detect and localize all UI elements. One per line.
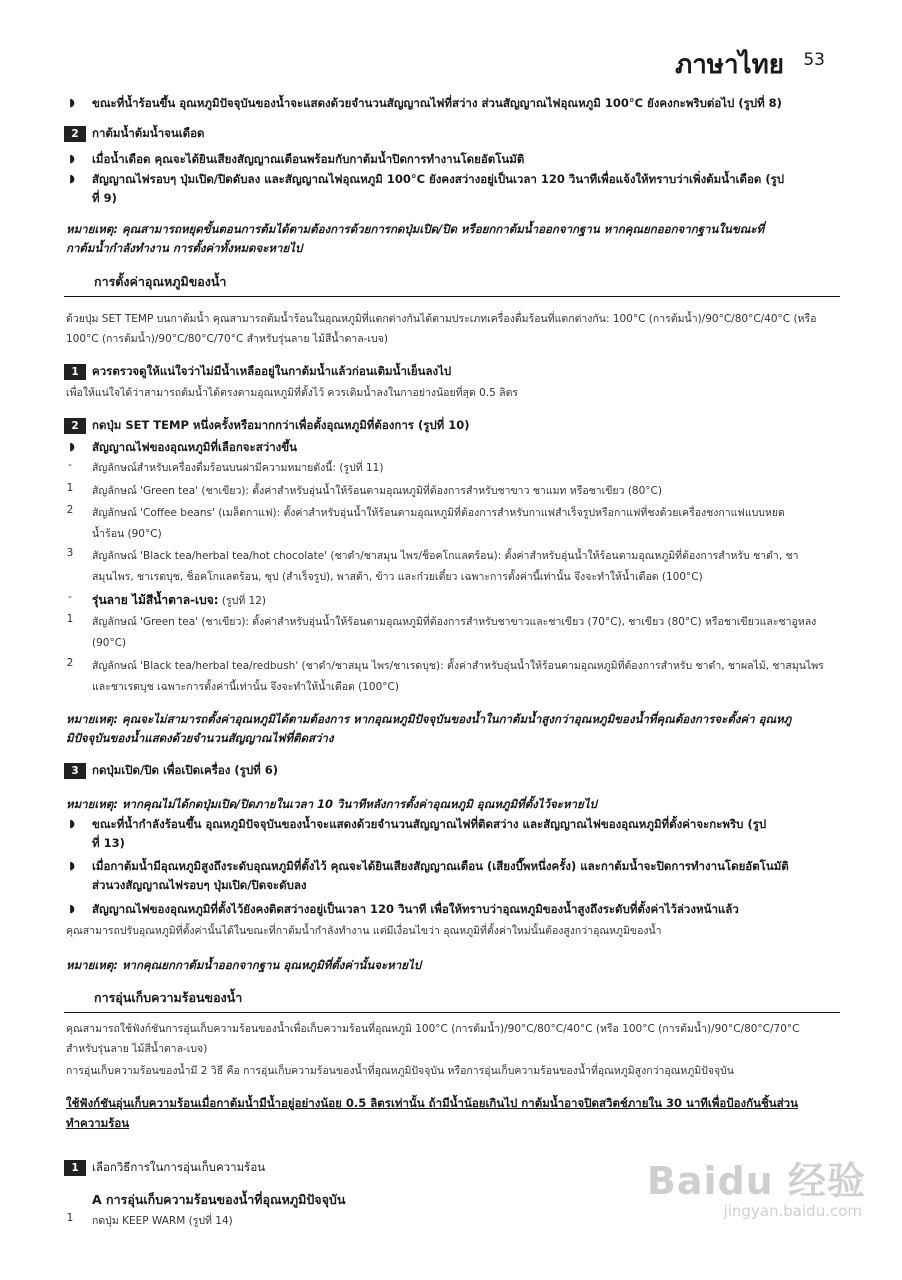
list-number: 2	[66, 504, 74, 516]
list-item	[92, 591, 842, 611]
bullet-icon: ◗	[69, 172, 75, 185]
paragraph: คุณสามารถใช้ฟังก์ชันการอุ่นเก็บความร้อนของน้ำเพื่อเก็บความร้อนที่อุณหภูมิ 100°C (การต้มน้ำ)/90°C/80°C/40°C (หรือ 100°C (การต้มน้ำ)/90°C/80°C/70°C	[66, 1023, 800, 1035]
paragraph: การอุ่นเก็บความร้อนของน้ำมี 2 วิธี คือ การอุ่นเก็บความร้อนของน้ำที่อุณหภูมิปัจจุบัน หรือการอุ่นเก็บความร้อนของน้ำที่อุณหภูมิสูงกว่าอุณหภูมิปัจจุบัน	[66, 1065, 734, 1077]
list-item: สัญลักษณ์ 'Coffee beans' (เมล็ดกาแฟ): ตั้งค่าสำหรับอุ่นน้ำให้ร้อนตามอุณหภูมิที่ต้องการสำหรับกาแฟสำเร็จรูปหรือกาแฟที่ชงด้วยเครื่องชงกาแฟแบบหยด	[92, 507, 785, 519]
list-item: สัญลักษณ์สำหรับเครื่องดื่มร้อนบนฝามีความหมายดังนี้: (รูปที่ 11)	[92, 462, 384, 474]
step-number: 1	[64, 1160, 86, 1176]
list-item-cont: และชาเรดบุช เฉพาะการตั้งค่านี้เท่านั้น จึงจะทำให้น้ำเดือด (100°C)	[92, 681, 399, 693]
paragraph: เมื่อกาต้มน้ำมีอุณหภูมิสูงถึงระดับอุณหภูมิที่ตั้งไว้ คุณจะได้ยินเสียงสัญญาณเตือน (เสียงบี๊พหนึ่งครั้ง) และกาต้มน้ำจะปิดการทำงานโดยอัตโนมัติ	[92, 859, 789, 873]
paragraph: ด้วยปุ่ม SET TEMP บนกาต้มน้ำ คุณสามารถต้มน้ำร้อนในอุณหภูมิที่แตกต่างกันได้ตามประเภทเครื่องดื่มร้อนที่แตกต่างกัน: 100°C (การต้มน้ำ)/90°C/80°C/40°C (หรือ	[66, 313, 817, 325]
paragraph-cont: 100°C (การต้มน้ำ)/90°C/80°C/70°C สำหรับรุ่นลาย ไม้สีน้ำตาล-เบจ)	[66, 333, 388, 345]
paragraph: ขณะที่น้ำกำลังร้อนขึ้น อุณหภูมิปัจจุบันของน้ำจะแสดงด้วยจำนวนสัญญาณไฟที่ติดสว่าง และสัญญาณไฟของอุณหภูมิที่ตั้งค่าจะกะพริบ (รูป	[92, 817, 767, 831]
dash-marker: -	[68, 591, 72, 603]
paragraph: ขณะที่น้ำร้อนขึ้น อุณหภูมิปัจจุบันของน้ำจะแสดงด้วยจำนวนสัญญาณไฟที่สว่าง ส่วนสัญญาณไฟอุณหภูมิ 100°C ยังคงกะพริบต่อไป (รูปที่ 8)	[92, 96, 782, 110]
list-number: 1	[66, 482, 74, 494]
paragraph: คุณสามารถปรับอุณหภูมิที่ตั้งค่านั้นได้ในขณะที่กาต้มน้ำกำลังทำงาน แต่มีเงื่อนไขว่า อุณหภูมิที่ตั้งค่าใหม่นั้นต้องสูงกว่าอุณหภูมิของน้ำ	[66, 925, 662, 937]
subsection-title: A การอุ่นเก็บความร้อนของน้ำที่อุณหภูมิปัจจุบัน	[92, 1192, 346, 1207]
paragraph: สัญญาณไฟรอบๆ ปุ่มเปิด/ปิดดับลง และสัญญาณไฟอุณหภูมิ 100°C ยังคงสว่างอยู่เป็นเวลา 120 วินาทีเพื่อแจ้งให้ทราบว่าเพิ่งต้มน้ำเดือด (รูป	[92, 172, 785, 186]
section-rule	[64, 296, 840, 297]
note-cont: มิปัจจุบันของน้ำแสดงด้วยจำนวนสัญญาณไฟที่ติดสว่าง	[66, 731, 334, 745]
step-text: กดปุ่มเปิด/ปิด เพื่อเปิดเครื่อง (รูปที่ 6)	[92, 763, 278, 777]
note: หมายเหตุ: คุณสามารถหยุดขั้นตอนการต้มได้ตามต้องการด้วยการกดปุ่มเปิด/ปิด หรือยกกาต้มน้ำออกจากฐาน หากคุณยกออกจากฐานในขณะที่	[66, 222, 765, 236]
list-number: 1	[66, 613, 74, 625]
step-text: กาต้มน้ำต้มน้ำจนเดือด	[92, 126, 205, 140]
step-number: 2	[64, 418, 86, 434]
paragraph: เมื่อน้ำเดือด คุณจะได้ยินเสียงสัญญาณเตือนพร้อมกับกาต้มน้ำปิดการทำงานโดยอัตโนมัติ	[92, 152, 525, 166]
bullet-icon: ◗	[69, 902, 75, 915]
paragraph: สัญญาณไฟของอุณหภูมิที่ตั้งไว้ยังคงติดสว่างอยู่เป็นเวลา 120 วินาที เพื่อให้ทราบว่าอุณหภูมิของน้ำสูงถึงระดับที่ตั้งค่าไว้ล่วงหน้าแล้ว	[92, 902, 739, 916]
paragraph-cont: ที่ 13)	[92, 836, 125, 850]
page-title: ภาษาไทย	[675, 50, 784, 80]
dash-marker: -	[68, 459, 72, 471]
step-number: 3	[64, 763, 86, 779]
note: หมายเหตุ: หากคุณไม่ได้กดปุ่มเปิด/ปิดภายในเวลา 10 วินาทีหลังการตั้งค่าอุณหภูมิ อุณหภูมิที่ตั้งไว้จะหายไป	[66, 797, 597, 811]
step-text: เลือกวิธีการในการอุ่นเก็บความร้อน	[92, 1160, 266, 1174]
model-label: รุ่นลาย ไม้สีน้ำตาล-เบจ:	[92, 593, 219, 607]
page-number: 53	[803, 50, 825, 70]
paragraph: เพื่อให้แน่ใจได้ว่าสามารถต้มน้ำได้ตรงตามอุณหภูมิที่ตั้งไว้ ควรเติมน้ำลงในกาอย่างน้อยที่สุด 0.5 ลิตร	[66, 387, 519, 399]
list-item-cont: (90°C)	[92, 637, 127, 649]
list-number: 1	[66, 1212, 74, 1224]
list-item: สัญลักษณ์ 'Green tea' (ชาเขียว): ตั้งค่าสำหรับอุ่นน้ำให้ร้อนตามอุณหภูมิที่ต้องการสำหรับชาขาวและชาเขียว (70°C), ชาเขียว (80°C) หรือชาเขียวและชาอูหลง	[92, 616, 817, 628]
note: หมายเหตุ: คุณจะไม่สามารถตั้งค่าอุณหภูมิได้ตามต้องการ หากอุณหภูมิปัจจุบันของน้ำในกาต้มน้ำสูงกว่าอุณหภูมิของน้ำที่คุณต้องการจะตั้งค่า อุณหภู	[66, 712, 792, 726]
list-number: 3	[66, 547, 74, 559]
step-number: 1	[64, 364, 86, 380]
warning: ใช้ฟังก์ชันอุ่นเก็บความร้อนเมื่อกาต้มน้ำมีน้ำอยู่อย่างน้อย 0.5 ลิตรเท่านั้น ถ้ามีน้ำน้อยเกินไป กาต้มน้ำอาจปิดสวิตช์ภายใน 30 นาทีเพื่อป้องกันชิ้นส่วน	[66, 1096, 798, 1110]
step-text: ควรตรวจดูให้แน่ใจว่าไม่มีน้ำเหลืออยู่ในกาต้มน้ำแล้วก่อนเติมน้ำเย็นลงไป	[92, 364, 452, 378]
step-number: 2	[64, 126, 86, 142]
paragraph-cont: สำหรับรุ่นลาย ไม้สีน้ำตาล-เบจ)	[66, 1043, 208, 1055]
paragraph: สัญญาณไฟของอุณหภูมิที่เลือกจะสว่างขึ้น	[92, 440, 297, 454]
bullet-icon: ◗	[69, 440, 75, 453]
list-item-cont: สมุนไพร, ชาเรดบุช, ช็อคโกแลตร้อน, ซุป (สำเร็จรูป), พาสต้า, ข้าว และก๋วยเตี๋ยว เฉพาะการตั้งค่านี้เท่านั้น จึงจะทำให้น้ำเดือด (100°C)	[92, 571, 703, 583]
paragraph-cont: ส่วนวงสัญญาณไฟรอบๆ ปุ่มเปิด/ปิดจะดับลง	[92, 878, 307, 892]
list-item-cont: น้ำร้อน (90°C)	[92, 528, 162, 540]
list-item: สัญลักษณ์ 'Black tea/herbal tea/hot chocolate' (ชาดำ/ชาสมุน ไพร/ช็อคโกแลตร้อน): ตั้งค่าสำหรับอุ่นน้ำให้ร้อนตามอุณหภูมิที่ต้องการสำหรับ ชาดำ, ชา	[92, 550, 799, 562]
bullet-icon: ◗	[69, 859, 75, 872]
figure-ref: (รูปที่ 12)	[218, 595, 267, 607]
list-item: สัญลักษณ์ 'Green tea' (ชาเขียว): ตั้งค่าสำหรับอุ่นน้ำให้ร้อนตามอุณหภูมิที่ต้องการสำหรับชาขาว ชาแมท หรือชาเขียว (80°C)	[92, 485, 662, 497]
section-title: การตั้งค่าอุณหภูมิของน้ำ	[94, 274, 227, 289]
paragraph-cont: ที่ 9)	[92, 191, 117, 205]
note: หมายเหตุ: หากคุณยกกาต้มน้ำออกจากฐาน อุณหภูมิที่ตั้งค่านั้นจะหายไป	[66, 958, 422, 972]
section-rule	[64, 1012, 840, 1013]
list-item: กดปุ่ม KEEP WARM (รูปที่ 14)	[92, 1215, 233, 1227]
bullet-icon: ◗	[69, 152, 75, 165]
section-title: การอุ่นเก็บความร้อนของน้ำ	[94, 990, 243, 1005]
bullet-icon: ◗	[69, 817, 75, 830]
list-number: 2	[66, 657, 74, 669]
note-cont: กาต้มน้ำกำลังทำงาน การตั้งค่าทั้งหมดจะหายไป	[66, 241, 303, 255]
list-item: สัญลักษณ์ 'Black tea/herbal tea/redbush' (ชาดำ/ชาสมุน ไพร/ชาเรดบุช): ตั้งค่าสำหรับอุ่นน้ำให้ร้อนตามอุณหภูมิที่ต้องการสำหรับ ชาดำ, ชาผลไม้, ชาสมุนไพร	[92, 660, 824, 672]
warning-cont: ทำความร้อน	[66, 1116, 130, 1130]
bullet-icon: ◗	[69, 96, 75, 109]
watermark-logo: Baidu 经验	[646, 1159, 866, 1203]
step-text: กดปุ่ม SET TEMP หนึ่งครั้งหรือมากกว่าเพื่อตั้งอุณหภูมิที่ต้องการ (รูปที่ 10)	[92, 418, 470, 432]
watermark-url: jingyan.baidu.com	[723, 1202, 862, 1220]
